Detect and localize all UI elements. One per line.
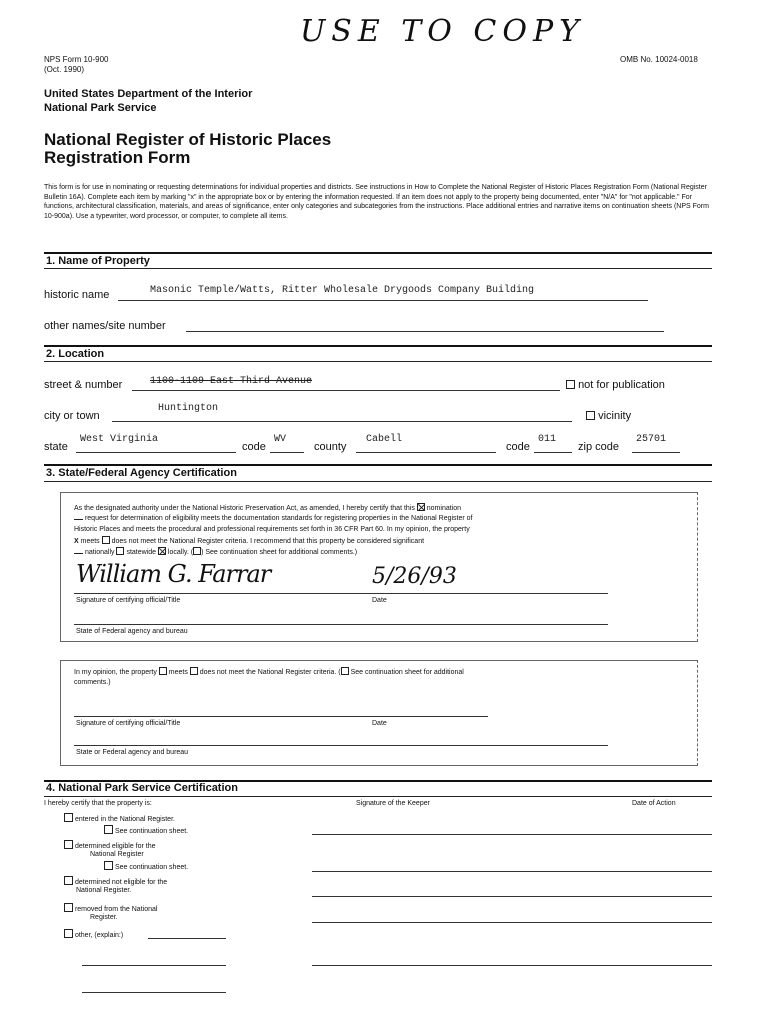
other-names-field[interactable] (186, 331, 664, 332)
other-checkbox[interactable] (64, 929, 73, 938)
form-date: (Oct. 1990) (44, 65, 85, 74)
opinion-continuation-checkbox[interactable] (341, 667, 349, 675)
opinion-meets-checkbox[interactable] (159, 667, 167, 675)
signature-label-2: Signature of certifying official/Title (76, 720, 181, 727)
eligible-continuation-checkbox[interactable] (104, 861, 113, 870)
removed-checkbox[interactable] (64, 903, 73, 912)
keeper-label: Signature of the Keeper (356, 800, 430, 807)
opinion-line-2: comments.) (74, 679, 111, 686)
signature-label: Signature of certifying official/Title (76, 597, 181, 604)
other-names-label: other names/site number (44, 320, 166, 332)
entered-checkbox[interactable] (64, 813, 73, 822)
historic-name-value[interactable]: Masonic Temple/Watts, Ritter Wholesale Drygoods Company Building (150, 285, 535, 296)
form-number: NPS Form 10-900 (44, 55, 109, 64)
eligible-checkbox[interactable] (64, 840, 73, 849)
intro-text: This form is for use in nominating or requesting determinations for individual properties and districts. See instructions in How to Complete the National Register of Historic Places Registration Form (National Register Bulletin 16A). Complete each item by marking "x" in the appropriate box or by entering the information requested. If an item does not apply to the property being documented, enter "N/A" for "not applicable." For functions, architectural classification, materials, and areas of significance, enter only categories and subcategories from the instructions. Place additional entries and narrative items on continuation sheets (NPS Form 10-900a). Use a typewriter, word processor, or computer, to complete all items. (44, 184, 709, 220)
not-for-publication-checkbox[interactable] (566, 380, 575, 389)
section3-heading: 3. State/Federal Agency Certification (46, 467, 237, 479)
state-value[interactable]: West Virginia (80, 434, 159, 445)
option-not-eligible-line2: National Register. (76, 887, 132, 894)
option-eligible-continuation[interactable]: See continuation sheet. (104, 861, 188, 872)
agency-line-2: National Park Service (44, 102, 157, 114)
official-signature: William G. Farrar (76, 560, 271, 588)
zip-label: zip code (578, 441, 619, 453)
option-removed[interactable]: removed from the National (64, 903, 157, 914)
form-title-2: Registration Form (44, 148, 191, 167)
cert-line-2: request for determination of eligibility meets the documentation standards for registering properties in the National Register of (74, 514, 473, 523)
meets-checkbox[interactable]: X (74, 538, 79, 545)
nomination-checkbox[interactable] (417, 503, 425, 511)
statewide-checkbox[interactable] (116, 547, 124, 555)
entered-continuation-checkbox[interactable] (104, 825, 113, 834)
street-label: street & number (44, 379, 123, 391)
state-label: state (44, 441, 68, 453)
county-code-value[interactable]: 011 (538, 434, 557, 445)
continuation-sheet-checkbox[interactable] (193, 547, 201, 555)
not-eligible-checkbox[interactable] (64, 876, 73, 885)
date-label: Date (372, 597, 387, 604)
county-code-label: code (506, 441, 530, 453)
date-of-action-label: Date of Action (632, 800, 676, 807)
form-title-1: National Register of Historic Places (44, 130, 332, 149)
other-explain-field[interactable] (148, 938, 226, 939)
opinion-line-1: In my opinion, the property meets does not meet the National Register criteria. ( See continuation sheet for additional (74, 669, 464, 676)
city-label: city or town (44, 410, 100, 422)
county-value[interactable]: Cabell (366, 434, 403, 445)
city-value[interactable]: Huntington (158, 403, 219, 414)
section2-heading: 2. Location (46, 348, 105, 360)
signature-date: 5/26/93 (372, 564, 457, 589)
cert-line-1: As the designated authority under the National Historic Preservation Act, as amended, I hereby certify that this nomination (74, 505, 462, 512)
cert-line-4: X meets does not meet the National Register criteria. I recommend that this property be considered significant (74, 538, 425, 545)
nationally-checkbox[interactable] (74, 553, 83, 554)
option-other[interactable]: other, (explain:) (64, 929, 123, 940)
option-entered-continuation[interactable]: See continuation sheet. (104, 825, 188, 836)
cert-line-5: nationally statewide locally. ( ) See continuation sheet for additional comments.) (74, 547, 357, 557)
opinion-not-meet-checkbox[interactable] (190, 667, 198, 675)
locally-checkbox[interactable] (158, 547, 166, 555)
vicinity[interactable]: vicinity (586, 410, 631, 422)
historic-name-label: historic name (44, 289, 110, 301)
street-value[interactable]: 1100-1109 East Third Avenue (150, 376, 313, 387)
agency-line-1: United States Department of the Interior (44, 88, 253, 100)
option-eligible[interactable]: determined eligible for the (64, 840, 156, 851)
not-for-publication[interactable]: not for publication (566, 379, 665, 391)
option-not-eligible[interactable]: determined not eligible for the (64, 876, 167, 887)
zip-value[interactable]: 25701 (636, 434, 667, 445)
omb-number: OMB No. 10024-0018 (620, 55, 698, 64)
state-code-label: code (242, 441, 266, 453)
vicinity-checkbox[interactable] (586, 411, 595, 420)
date-label-2: Date (372, 720, 387, 727)
bureau-label-2: State or Federal agency and bureau (76, 749, 189, 756)
does-not-meet-checkbox[interactable] (102, 536, 110, 544)
county-label: county (314, 441, 347, 453)
option-eligible-line2: National Register (90, 851, 144, 858)
cert-line-3: Historic Places and meets the procedural and professional requirements set forth in 36 CFR Part 60. In my opinion, the property (74, 526, 470, 533)
use-to-copy-stamp: USE TO COPY (300, 14, 585, 49)
section4-heading: 4. National Park Service Certification (46, 782, 238, 794)
bureau-label: State of Federal agency and bureau (76, 628, 188, 635)
section1-heading: 1. Name of Property (46, 255, 150, 267)
state-code-value[interactable]: WV (274, 434, 287, 445)
request-checkbox[interactable] (74, 519, 83, 520)
option-entered[interactable]: entered in the National Register. (64, 813, 175, 824)
certify-label: I hereby certify that the property is: (44, 800, 152, 807)
option-removed-line2: Register. (90, 914, 118, 921)
